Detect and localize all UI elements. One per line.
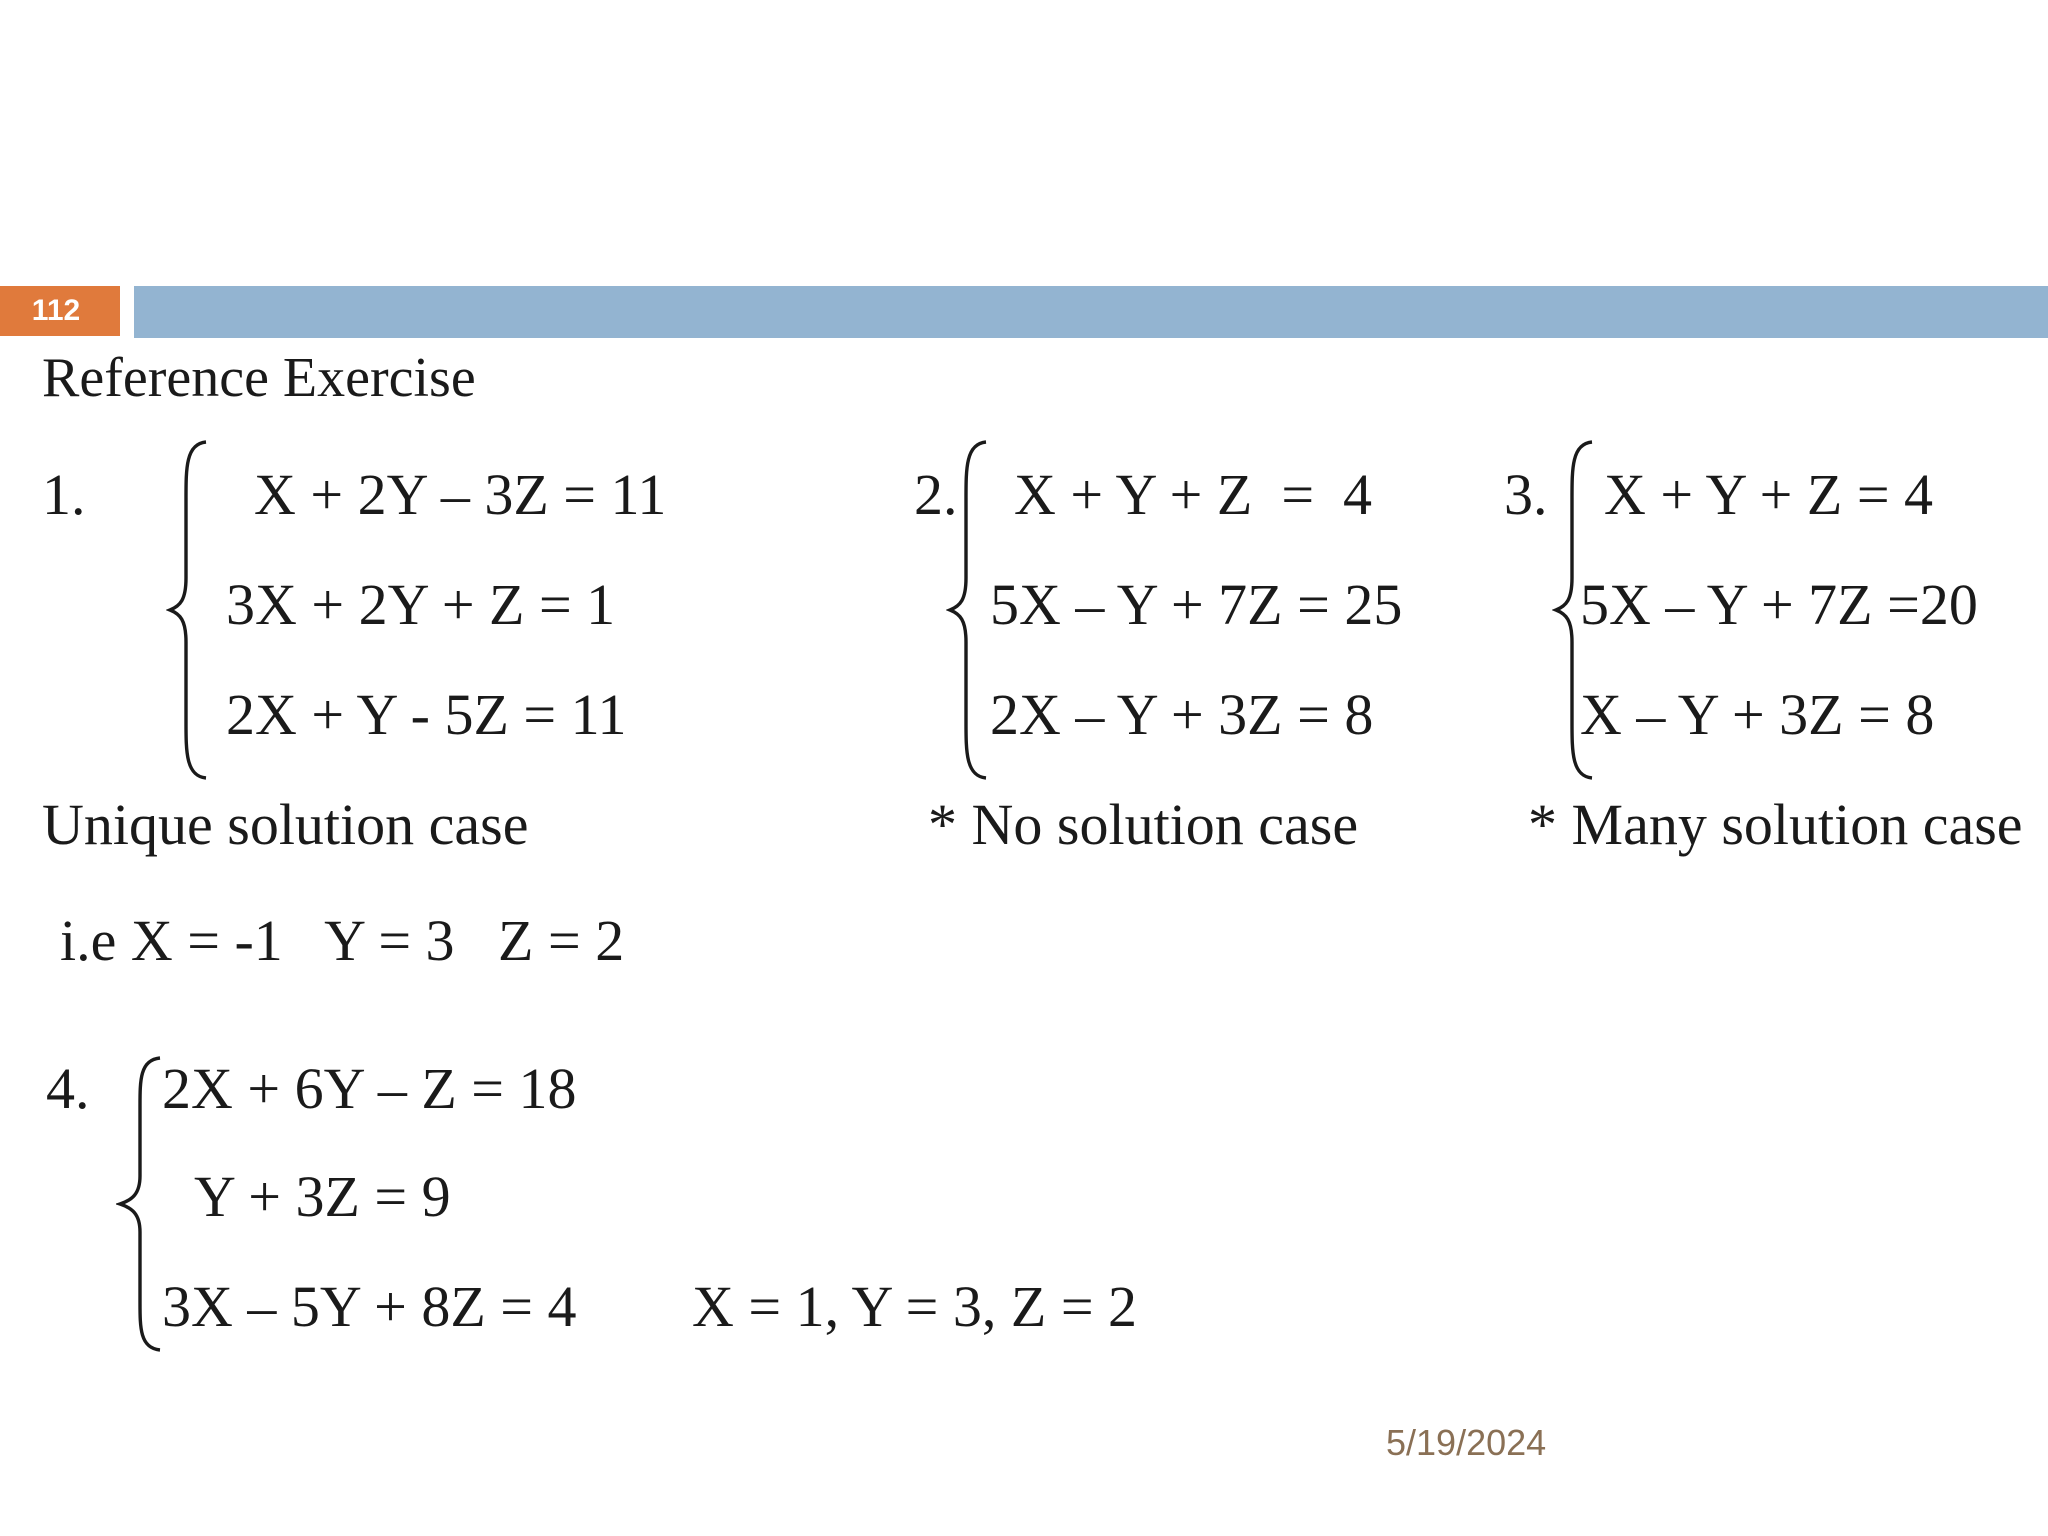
- exercise-2-number: 2.: [914, 462, 958, 527]
- exercise-1-equation-3: 2X + Y - 5Z = 11: [226, 682, 627, 747]
- exercise-1-equation-1: X + 2Y – 3Z = 11: [254, 462, 667, 527]
- exercise-4-solution: X = 1, Y = 3, Z = 2: [692, 1274, 1138, 1339]
- exercise-3-number: 3.: [1504, 462, 1548, 527]
- exercise-1-number: 1.: [42, 462, 86, 527]
- exercise-2-brace: [946, 438, 992, 782]
- slide-number-badge: 112: [0, 286, 120, 336]
- exercise-2-case-label: * No solution case: [928, 792, 1359, 857]
- exercise-2-equation-1: X + Y + Z = 4: [1014, 462, 1373, 527]
- exercise-4-equation-2: Y + 3Z = 9: [194, 1164, 451, 1229]
- exercise-4-equation-1: 2X + 6Y – Z = 18: [162, 1056, 577, 1121]
- exercise-1-equation-2: 3X + 2Y + Z = 1: [226, 572, 616, 637]
- exercise-1-solution: i.e X = -1 Y = 3 Z = 2: [60, 908, 625, 973]
- exercise-2-equation-3: 2X – Y + 3Z = 8: [990, 682, 1374, 747]
- exercise-3-equation-1: X + Y + Z = 4: [1604, 462, 1934, 527]
- exercise-4-number: 4.: [46, 1056, 90, 1121]
- exercise-3-case-label: * Many solution case: [1528, 792, 2023, 857]
- exercise-3-equation-3: X – Y + 3Z = 8: [1580, 682, 1935, 747]
- exercise-2-equation-2: 5X – Y + 7Z = 25: [990, 572, 1403, 637]
- slide-date: 5/19/2024: [1386, 1422, 1547, 1463]
- exercise-4-brace: [116, 1054, 166, 1354]
- exercise-1-brace: [166, 438, 212, 782]
- exercise-1-case-label: Unique solution case: [42, 792, 529, 857]
- exercise-4-equation-3: 3X – 5Y + 8Z = 4: [162, 1274, 577, 1339]
- slide-title: Reference Exercise: [42, 347, 476, 409]
- exercise-3-equation-2: 5X – Y + 7Z =20: [1580, 572, 1978, 637]
- header-bar: [134, 286, 2048, 338]
